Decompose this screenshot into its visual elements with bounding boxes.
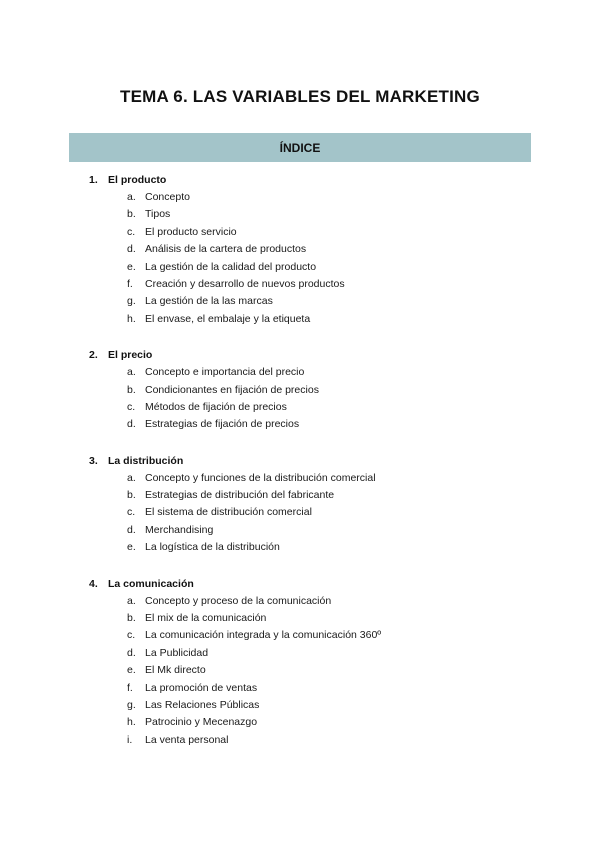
- item-letter: c.: [127, 506, 136, 519]
- item-label: La promoción de ventas: [145, 681, 258, 694]
- section-number: 2.: [89, 349, 98, 362]
- list-item: [0, 243, 600, 260]
- list-item: [0, 401, 600, 418]
- list-item: [0, 278, 600, 295]
- toc-section: [0, 174, 600, 330]
- item-label: Merchandising: [145, 523, 214, 536]
- item-label: El sistema de distribución comercial: [145, 506, 312, 519]
- list-item: [0, 541, 600, 558]
- item-letter: h.: [127, 716, 136, 729]
- list-item: [0, 384, 600, 401]
- item-label: El envase, el embalaje y la etiqueta: [145, 312, 311, 325]
- item-letter: f.: [127, 277, 133, 290]
- index-heading: ÍNDICE: [279, 140, 321, 155]
- subtopic-list: [0, 366, 600, 436]
- section-number: 3.: [89, 454, 98, 467]
- subtopic-list: [0, 191, 600, 330]
- index-banner: [69, 133, 531, 162]
- toc-section: [0, 578, 600, 752]
- item-label: El producto servicio: [145, 225, 237, 238]
- list-item: [0, 524, 600, 541]
- item-letter: a.: [127, 594, 136, 607]
- item-label: La gestión de la calidad del producto: [145, 260, 317, 273]
- page-title: TEMA 6. LAS VARIABLES DEL MARKETING: [120, 87, 480, 107]
- item-label: Creación y desarrollo de nuevos productos: [145, 277, 345, 290]
- item-label: Patrocinio y Mecenazgo: [145, 716, 258, 729]
- item-letter: b.: [127, 489, 136, 502]
- item-label: Concepto y proceso de la comunicación: [145, 594, 332, 607]
- list-item: [0, 208, 600, 225]
- item-letter: c.: [127, 629, 136, 642]
- item-label: Tipos: [145, 208, 171, 221]
- list-item: [0, 682, 600, 699]
- item-label: Análisis de la cartera de productos: [145, 243, 307, 256]
- item-letter: d.: [127, 418, 136, 431]
- item-label: Concepto e importancia del precio: [145, 366, 305, 379]
- item-label: Estrategias de fijación de precios: [145, 418, 300, 431]
- item-label: La comunicación integrada y la comunicación 360º: [145, 629, 382, 642]
- item-letter: b.: [127, 208, 136, 221]
- section-title: El producto: [108, 174, 167, 186]
- section-title: El precio: [108, 349, 153, 362]
- list-item: [0, 629, 600, 646]
- item-letter: d.: [127, 243, 136, 256]
- item-letter: a.: [127, 471, 136, 484]
- item-label: Estrategias de distribución del fabricante: [145, 489, 335, 502]
- item-letter: d.: [127, 523, 136, 536]
- section-heading: [0, 174, 600, 191]
- section-title: La comunicación: [108, 577, 194, 590]
- toc-section: [0, 349, 600, 436]
- list-item: [0, 716, 600, 733]
- item-letter: a.: [127, 366, 136, 379]
- item-letter: d.: [127, 646, 136, 659]
- list-item: [0, 226, 600, 243]
- list-item: [0, 472, 600, 489]
- list-item: [0, 612, 600, 629]
- section-heading: [0, 578, 600, 595]
- list-item: [0, 418, 600, 435]
- item-label: Concepto y funciones de la distribución comercial: [145, 471, 376, 484]
- toc-section: [0, 455, 600, 559]
- list-item: [0, 191, 600, 208]
- list-item: [0, 506, 600, 523]
- section-heading: [0, 455, 600, 472]
- list-item: [0, 313, 600, 330]
- item-letter: g.: [127, 698, 136, 711]
- item-letter: b.: [127, 612, 136, 625]
- section-number: 1.: [89, 174, 98, 186]
- item-label: La gestión de la las marcas: [145, 295, 273, 308]
- table-of-contents: [0, 174, 600, 770]
- item-label: El Mk directo: [145, 664, 206, 677]
- section-title: La distribución: [108, 454, 184, 467]
- list-item: [0, 664, 600, 681]
- list-item: [0, 734, 600, 751]
- item-label: La Publicidad: [145, 646, 209, 659]
- item-label: Métodos de fijación de precios: [145, 400, 287, 413]
- list-item: [0, 261, 600, 278]
- item-letter: c.: [127, 400, 136, 413]
- list-item: [0, 295, 600, 312]
- item-label: Concepto: [145, 191, 190, 203]
- item-label: La logística de la distribución: [145, 541, 280, 554]
- list-item: [0, 595, 600, 612]
- list-item: [0, 366, 600, 383]
- item-label: Condicionantes en fijación de precios: [145, 383, 319, 396]
- item-letter: e.: [127, 664, 136, 677]
- item-label: El mix de la comunicación: [145, 612, 267, 625]
- item-letter: h.: [127, 312, 136, 325]
- section-number: 4.: [89, 577, 98, 590]
- item-letter: g.: [127, 295, 136, 308]
- item-letter: b.: [127, 383, 136, 396]
- item-letter: c.: [127, 225, 136, 238]
- item-letter: a.: [127, 191, 136, 203]
- item-letter: i.: [127, 733, 133, 746]
- item-label: La venta personal: [145, 733, 229, 746]
- list-item: [0, 647, 600, 664]
- list-item: [0, 699, 600, 716]
- section-heading: [0, 349, 600, 366]
- item-label: Las Relaciones Públicas: [145, 698, 260, 711]
- subtopic-list: [0, 595, 600, 752]
- subtopic-list: [0, 472, 600, 559]
- item-letter: f.: [127, 681, 133, 694]
- item-letter: e.: [127, 260, 136, 273]
- list-item: [0, 489, 600, 506]
- item-letter: e.: [127, 541, 136, 554]
